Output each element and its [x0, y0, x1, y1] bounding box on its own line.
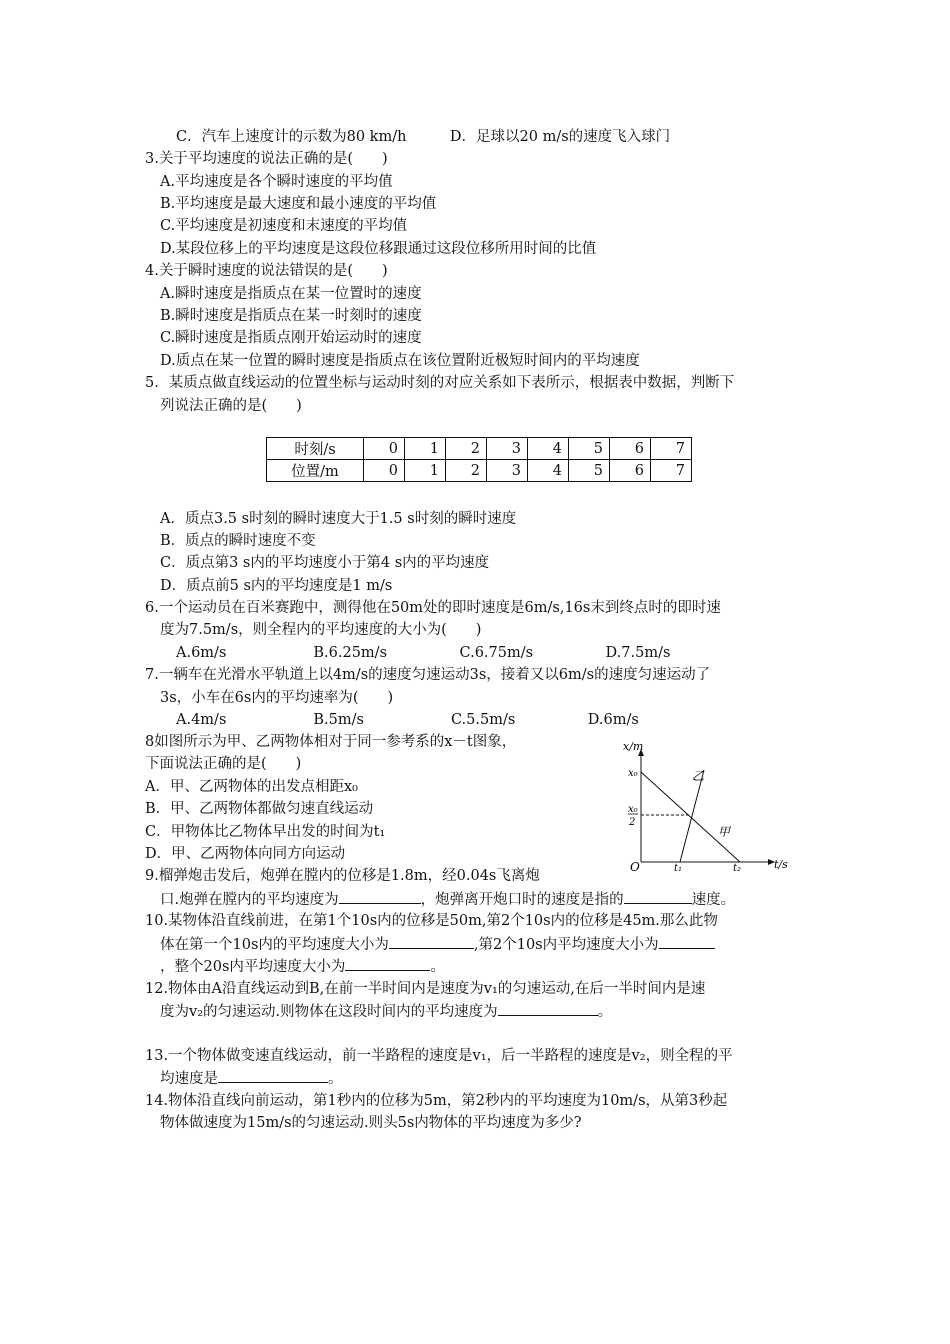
option-b: B．质点的瞬时速度不变 — [160, 533, 316, 549]
origin-label: O — [630, 860, 640, 874]
answer-blank[interactable] — [218, 1068, 328, 1083]
question-12: 12.物体由A沿直线运动到B,在前一半时间内是速度为v₁的匀速运动,在后一半时间内是速 — [145, 981, 706, 997]
table-cell: 7 — [651, 460, 692, 482]
table-cell: 4 — [528, 438, 569, 460]
option-b: B．甲、乙两物体都做匀速直线运动 — [145, 801, 374, 817]
y-axis-label: x/m — [623, 740, 644, 753]
question-10: 10.某物体沿直线前进，在第1个10s内的位移是50m,第2个10s内的位移是45m.那么此物 — [145, 913, 718, 929]
question-10-cont — [160, 956, 445, 977]
table-row — [267, 460, 692, 482]
answer-blank[interactable] — [339, 889, 421, 904]
question-8-cont: 下面说法正确的是( ) — [145, 756, 302, 772]
text: ,第2个10s内平均速度大小为 — [473, 937, 659, 953]
jia-label: 甲 — [718, 825, 731, 839]
text: 口.炮弹在膛内的平均速度为 — [160, 892, 339, 908]
question-7: 7.一辆车在光滑水平轨道上以4m/s的速度匀速运动3s，接着又以6m/s的速度匀速运动了 — [145, 667, 711, 683]
options-row: A.4m/s B.5m/s C.5.5m/s D.6m/s — [176, 712, 639, 728]
table-cell: 2 — [446, 438, 487, 460]
question-3: 3.关于平均速度的说法正确的是( ) — [145, 151, 388, 167]
table-cell: 3 — [487, 460, 528, 482]
option-d: D．质点前5 s内的平均速度是1 m/s — [160, 578, 393, 594]
x0-half-numerator: x₀ — [628, 804, 638, 815]
table-row — [267, 438, 692, 460]
option-b: B.平均速度是最大速度和最小速度的平均值 — [160, 196, 437, 212]
option-a: A．质点3.5 s时刻的瞬时速度大于1.5 s时刻的瞬时速度 — [160, 511, 517, 527]
table-cell: 4 — [528, 460, 569, 482]
option-b: B.瞬时速度是指质点在某一时刻时的速度 — [160, 308, 422, 324]
option-c: C.平均速度是初速度和末速度的平均值 — [160, 218, 408, 234]
answer-blank[interactable] — [659, 934, 715, 949]
table-cell: 5 — [569, 460, 610, 482]
table-cell: 3 — [487, 438, 528, 460]
table-header: 位置/m — [267, 460, 364, 482]
time-position-table — [266, 437, 692, 482]
text: 。 — [328, 1071, 343, 1087]
text: 速度。 — [691, 892, 736, 908]
question-13-cont — [160, 1068, 343, 1089]
option-c: C．质点第3 s内的平均速度小于第4 s内的平均速度 — [160, 555, 490, 571]
option-a: A.瞬时速度是指质点在某一位置时的速度 — [160, 286, 422, 302]
x0-half-denominator: 2 — [629, 817, 636, 828]
x0-label: x₀ — [628, 768, 638, 779]
question-8: 8如图所示为甲、乙两物体相对于同一参考系的x－t图象， — [145, 734, 517, 750]
table-cell: 6 — [610, 460, 651, 482]
options-row: A.6m/s B.6.25m/s C.6.75m/s D.7.5m/s — [176, 645, 671, 661]
answer-blank[interactable] — [498, 1001, 598, 1016]
option-c: C.瞬时速度是指质点刚开始运动时的速度 — [160, 330, 422, 346]
line-jia — [641, 772, 740, 862]
text: 均速度是 — [160, 1071, 218, 1087]
table-cell: 5 — [569, 438, 610, 460]
option-line: C．汽车上速度计的示数为80 km/h D．足球以20 m/s的速度飞入球门 — [176, 129, 671, 145]
question-4: 4.关于瞬时速度的说法错误的是( ) — [145, 263, 388, 279]
table-cell: 7 — [651, 438, 692, 460]
table-cell: 1 — [405, 460, 446, 482]
question-9: 9.榴弹炮击发后，炮弹在膛内的位移是1.8m，经0.04s飞离炮 — [145, 868, 540, 884]
t1-label: t₁ — [674, 863, 683, 874]
question-5-cont: 列说法正确的是( ) — [160, 398, 302, 414]
x-axis-label: t/s — [774, 858, 788, 871]
t2-label: t₂ — [733, 863, 742, 874]
question-9-cont — [160, 889, 735, 910]
answer-blank[interactable] — [389, 934, 474, 949]
table-cell: 1 — [405, 438, 446, 460]
question-10-cont — [160, 934, 715, 955]
text: ，整个20s内平均速度大小为 — [160, 959, 346, 975]
text: 。 — [430, 959, 445, 975]
question-7-cont: 3s，小车在6s内的平均速率为( ) — [160, 690, 394, 706]
x-t-graph — [620, 740, 790, 875]
question-6-cont: 度为7.5m/s，则全程内的平均速度的大小为( ) — [160, 622, 482, 638]
option-a: A.平均速度是各个瞬时速度的平均值 — [160, 174, 393, 190]
question-13: 13.一个物体做变速直线运动，前一半路程的速度是v₁，后一半路程的速度是v₂，则全程的平 — [145, 1048, 733, 1064]
option-a: A．甲、乙两物体的出发点相距x₀ — [145, 779, 358, 795]
table-cell: 0 — [364, 438, 405, 460]
option-d: D.某段位移上的平均速度是这段位移跟通过这段位移所用时间的比值 — [160, 241, 597, 257]
answer-blank[interactable] — [345, 956, 430, 971]
option-c: C．甲物体比乙物体早出发的时间为t₁ — [145, 824, 386, 840]
question-12-cont — [160, 1001, 612, 1022]
question-14-cont: 物体做速度为15m/s的匀速运动.则头5s内物体的平均速度为多少? — [160, 1115, 582, 1131]
table-cell: 2 — [446, 460, 487, 482]
text: 。 — [597, 1004, 613, 1020]
table-cell: 0 — [364, 460, 405, 482]
yi-label: 乙 — [692, 769, 705, 783]
table-cell: 6 — [610, 438, 651, 460]
table-header: 时刻/s — [267, 438, 364, 460]
question-5: 5．某质点做直线运动的位置坐标与运动时刻的对应关系如下表所示，根据表中数据，判断下 — [145, 375, 735, 391]
option-d: D.质点在某一位置的瞬时速度是指质点在该位置附近极短时间内的平均速度 — [160, 353, 640, 369]
option-d: D．甲、乙两物体向同方向运动 — [145, 846, 346, 862]
text: 度为v₂的匀速运动.则物体在这段时间内的平均速度为 — [160, 1004, 498, 1020]
answer-blank[interactable] — [624, 889, 692, 904]
line-yi — [680, 770, 704, 862]
question-14: 14.物体沿直线向前运动，第1秒内的位移为5m，第2秒内的平均速度为10m/s，从第3秒起 — [145, 1093, 728, 1109]
text: ，炮弹离开炮口时的速度是指的 — [420, 892, 624, 908]
question-6: 6.一个运动员在百米赛跑中，测得他在50m处的即时速度是6m/s,16s末到终点时的即时速 — [145, 600, 721, 616]
text: 体在第一个10s内的平均速度大小为 — [160, 937, 389, 953]
